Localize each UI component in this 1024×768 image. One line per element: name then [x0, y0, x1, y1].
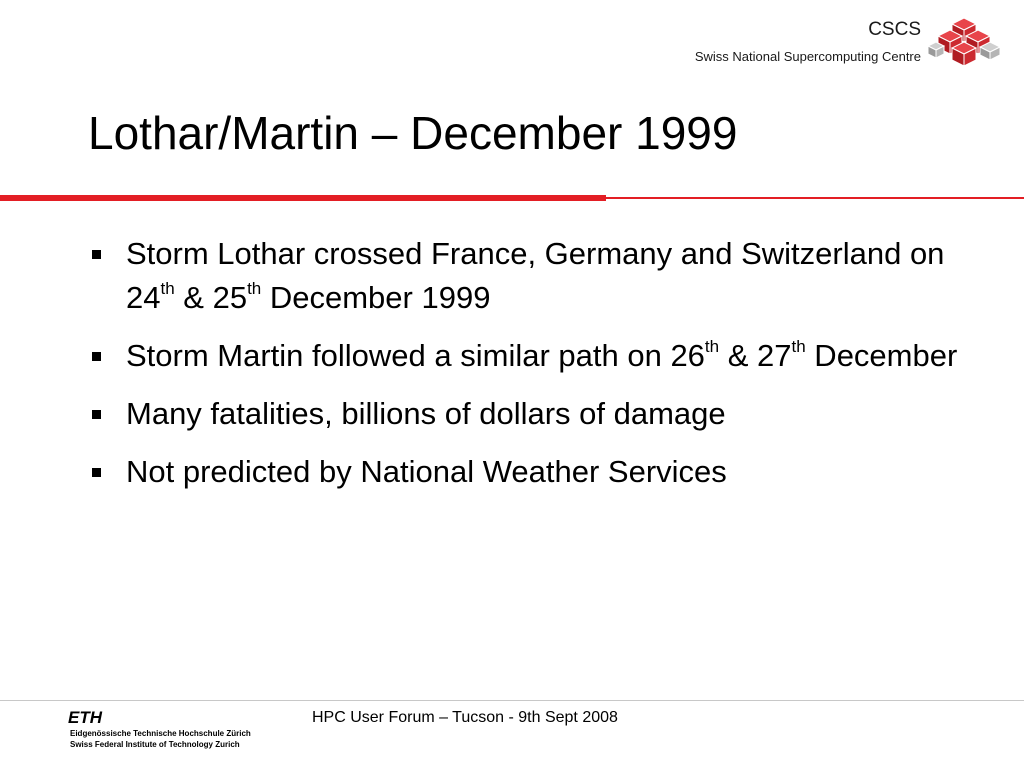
slide-title: Lothar/Martin – December 1999: [88, 107, 738, 159]
footer-event-text: HPC User Forum – Tucson - 9th Sept 2008: [312, 709, 618, 726]
cscs-cubes-logo-icon: [924, 14, 1004, 70]
bullet-item: [90, 392, 970, 436]
square-bullet-icon: [92, 410, 101, 419]
title-divider-thin: [606, 197, 1024, 199]
bullet-item: [90, 450, 970, 494]
square-bullet-icon: [92, 250, 101, 259]
bullet-text: Not predicted by National Weather Services: [126, 454, 727, 489]
bullet-list: [90, 232, 970, 508]
bullet-item: [90, 334, 970, 378]
bullet-text: Storm Martin followed a similar path on 26th & 27th December: [126, 337, 958, 373]
footer-divider: [0, 700, 1024, 701]
org-abbreviation: CSCS: [868, 19, 921, 40]
square-bullet-icon: [92, 468, 101, 477]
bullet-text: Many fatalities, billions of dollars of damage: [126, 396, 726, 431]
square-bullet-icon: [92, 352, 101, 361]
bullet-item: [90, 232, 970, 320]
bullet-text: Storm Lothar crossed France, Germany and Switzerland on 24th & 25th December 1999: [126, 236, 945, 315]
eth-logo-icon: [68, 708, 120, 726]
svg-text:ETH: ETH: [68, 708, 102, 726]
eth-name-german: Eidgenössische Technische Hochschule Zürich: [70, 729, 251, 738]
eth-name-english: Swiss Federal Institute of Technology Zurich: [70, 740, 240, 749]
org-name: Swiss National Supercomputing Centre: [694, 49, 921, 64]
title-divider-thick: [0, 195, 606, 201]
